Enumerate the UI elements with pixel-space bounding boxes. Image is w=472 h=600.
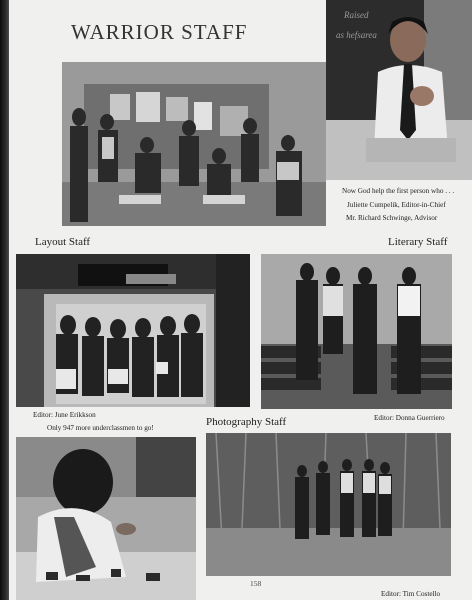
- literary-staff-photo: [261, 254, 452, 409]
- caption-quote: Now God help the first person who . . .: [342, 187, 455, 195]
- layout-note-caption: Only 947 more underclassmen to go!: [47, 424, 154, 432]
- layout-editor-caption: Editor: June Erikkson: [33, 411, 96, 419]
- student-at-desk-photo: [16, 437, 196, 600]
- layout-staff-photo: [16, 254, 250, 407]
- chalkboard-word-1: Raised: [344, 10, 369, 20]
- chalkboard-word-2: as hefsarea: [336, 30, 377, 40]
- caption-editor-in-chief: Juliette Cumpelik, Editor-in-Chief: [347, 201, 446, 209]
- photography-editor-caption: Editor: Tim Costello: [381, 590, 441, 598]
- caption-advisor: Mr. Richard Schwinge, Advisor: [346, 214, 438, 222]
- heading-photography-staff: Photography Staff: [206, 416, 287, 428]
- group-photo-staff: [62, 62, 326, 226]
- yearbook-page: [9, 0, 472, 600]
- page-title: WARRIOR STAFF: [71, 20, 248, 44]
- page-number: 158: [250, 579, 262, 588]
- heading-literary-staff: Literary Staff: [388, 236, 448, 248]
- heading-layout-staff: Layout Staff: [35, 236, 91, 248]
- literary-editor-caption: Editor: Donna Guerriero: [374, 414, 445, 422]
- photography-staff-photo: [206, 433, 451, 576]
- advisor-photo: [326, 0, 472, 180]
